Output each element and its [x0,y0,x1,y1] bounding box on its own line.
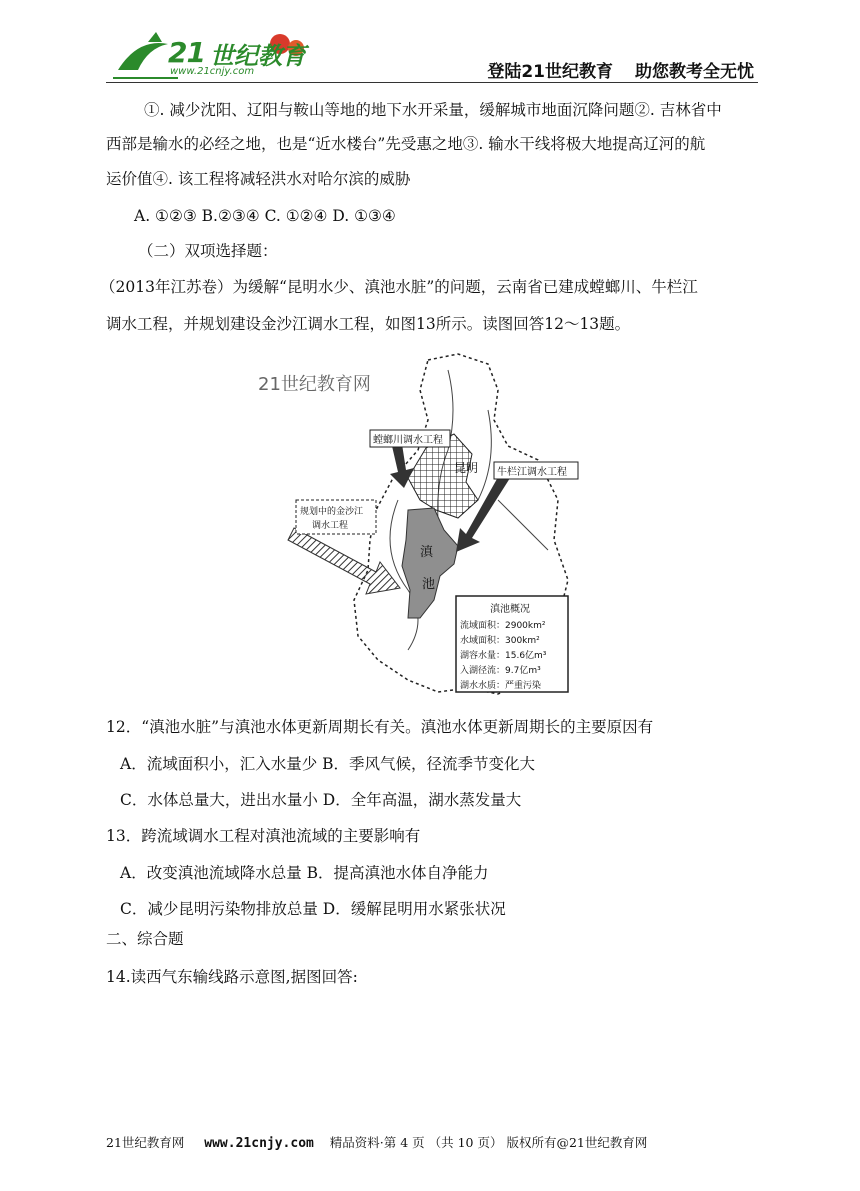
dianchi-map-figure [258,350,590,698]
intro-line1: （2013年江苏卷）为缓解“昆明水少、滇池水脏”的问题，云南省已建成螳螂川、牛栏江 [100,278,698,296]
q13-options-ab: A．改变滇池流域降水总量 B．提高滇池水体自净能力 [120,864,489,882]
info-line: 流域面积：2900km² [460,621,546,631]
logo-url: www.21cnjy.com [170,66,255,77]
dianchi-lake [402,508,458,618]
footer-site: 21世纪教育网 [106,1135,185,1150]
q12-stem: 12．“滇池水脏”与滇池水体更新周期长有关。滇池水体更新周期长的主要原因有 [106,718,654,736]
q11-line1: ①. 减少沈阳、辽阳与鞍山等地的地下水开采量，缓解城市地面沉降问题②. 吉林省中 [144,101,722,119]
label-jinsha-2: 调水工程 [312,521,349,531]
info-line: 入湖径流：9.7亿m³ [460,666,541,676]
q13-options-cd: C．减少昆明污染物排放总量 D．缓解昆明用水紧张状况 [120,900,506,918]
info-line: 湖容水量：15.6亿m³ [460,651,547,661]
q12-options-ab: A．流域面积小，汇入水量少 B．季风气候，径流季节变化大 [120,755,536,773]
map-svg [258,350,590,698]
q11-options: A. ①②③ B.②③④ C. ①②④ D. ①③④ [134,207,396,225]
logo-number: 21 [168,36,205,69]
header-divider [106,82,758,83]
jinsha-arrow [288,528,400,594]
label-dian: 滇 [420,545,434,560]
slogan-left: 登陆21世纪教育 [487,62,613,82]
footer-page-info: 精品资料·第 4 页 （共 10 页） 版权所有@21世纪教育网 [329,1135,648,1150]
page-footer [106,1133,647,1151]
label-niulan: 牛栏江调水工程 [497,467,567,478]
section-double-choice: （二）双项选择题： [138,242,278,260]
footer-url[interactable]: www.21cnjy.com [204,1136,314,1151]
q11-line3: 运价值④. 该工程将减轻洪水对哈尔滨的威胁 [106,170,411,188]
intro-line2: 调水工程，并规划建设金沙江调水工程，如图13所示。读图回答12～13题。 [106,315,631,333]
section-comprehensive: 二、综合题 [106,930,184,948]
header-slogan [487,57,754,82]
q13-stem: 13．跨流域调水工程对滇池流域的主要影响有 [106,827,421,845]
label-kunming: 昆明 [454,461,479,475]
label-tanglang: 螳螂川调水工程 [373,435,443,446]
q11-line2: 西部是输水的必经之地，也是“近水楼台”先受惠之地③. 输水干线将极大地提高辽河的航 [106,135,706,153]
q12-options-cd: C．水体总量大，进出水量小 D．全年高温，湖水蒸发量大 [120,791,522,809]
info-title: 滇池概况 [490,604,530,615]
map-watermark: 21世纪教育网 [258,374,371,395]
label-chi: 池 [422,577,436,592]
label-jinsha-1: 规划中的金沙江 [300,507,364,517]
logo-text: 世纪教育 [210,42,306,70]
q14-stem: 14.读西气东输线路示意图,据图回答: [106,968,358,986]
slogan-right: 助您教考全无忧 [635,62,754,82]
info-line: 湖水水质：严重污染 [460,681,542,691]
info-line: 水域面积：300km² [460,636,540,646]
